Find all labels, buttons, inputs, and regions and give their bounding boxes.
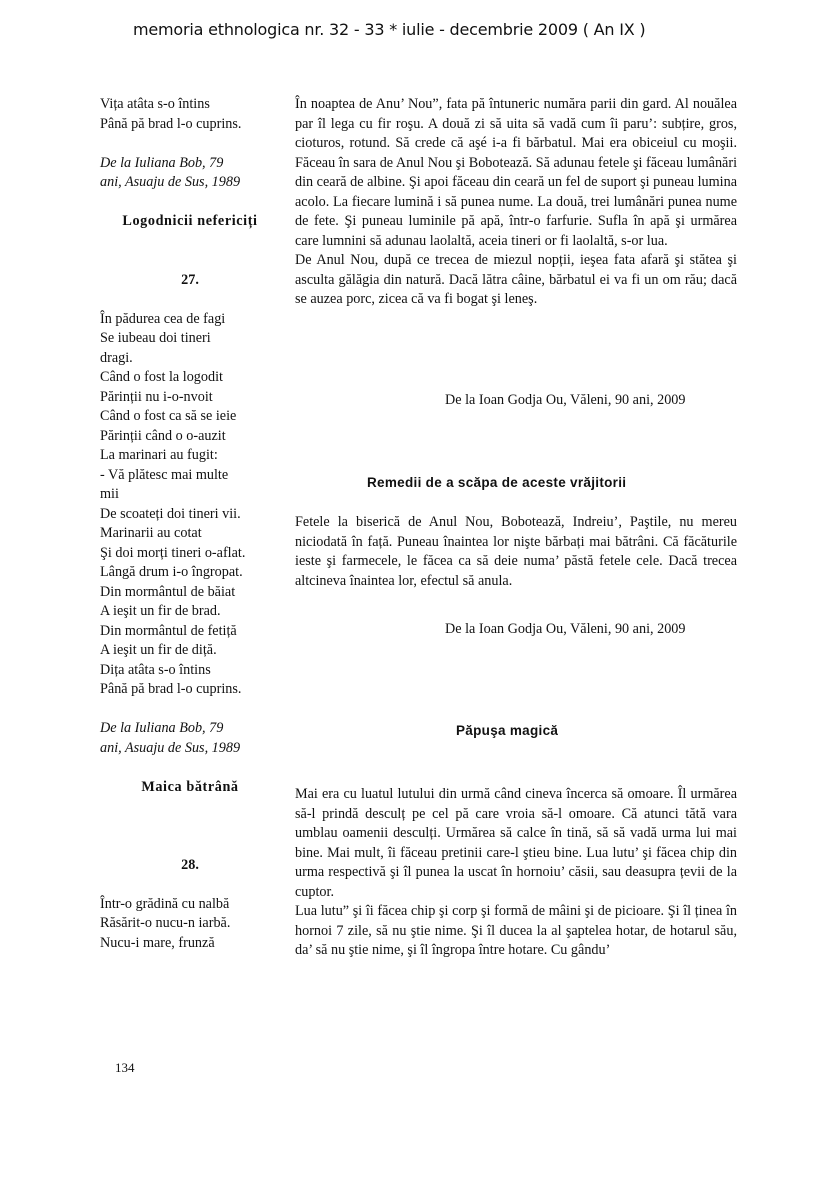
- poem-text: [100, 310, 280, 700]
- right-column: [295, 95, 738, 958]
- source-citation: De la Ioan Godja Ou, Văleni, 90 ani, 2009: [445, 621, 686, 637]
- text-line: A ieşit un fir de brad.: [100, 603, 221, 619]
- text-line: Nucu-i mare, frunză: [100, 934, 215, 951]
- section-title: Remedii de a scăpa de aceste vrăjitorii: [367, 475, 627, 490]
- text-line: Vița atâta s-o întins: [100, 96, 210, 112]
- text-line: De la Iuliana Bob, 79: [100, 720, 224, 736]
- paragraph: Fetele la biserică de Anul Nou, Bobotează, Indreiu’, Paştile, nu mereu niciodată în față. Puneau înaintea lor nişte bărbați mai bătrâni. Că făcăturile ieste şi farmecele, le făcea ca să deie numa’ păstă fetele cele. Dacă trecea altcineva înaintea lor, efectul să anula.: [295, 514, 737, 589]
- text-line: Într-o grădină cu nalbă: [100, 895, 230, 912]
- text-line: mii: [100, 486, 119, 502]
- text-line: În pădurea cea de fagi: [100, 310, 226, 327]
- poem-number: 27.: [181, 271, 199, 288]
- poem-title: Maica bătrână: [141, 778, 239, 795]
- poem-text: [100, 895, 280, 954]
- text-line: Până pă brad l-o cuprins.: [100, 115, 242, 132]
- page-number: 134: [115, 1060, 135, 1075]
- paragraph: În noaptea de Anu’ Nou”, fata pă întuneric număra parii din gard. Al nouălea par îl lega cu fir roşu. A două zi să uita să vadă cum îi paru’: subțire, gros, cioturos, rotund. Să crede că aşé i-a fi bărbatul. Mai era obiceiul cu moşii. Făceau în sara de Anul Nou şi Bobotează. Să adunau fetele şi făceau lumânări din ceară de albine. Şi apoi făceau din ceară un fel de suport şi puneau lumina acolo. La fiecare lumină i să punea nume. La două, trei lumânări punea nume de fete. Şi puneau luminile pă apă, într-o farfurie. Sufla în apă şi urmărea care lumnini să adunau laolaltă, aceia tineri or fi laolaltă, s-or lua.: [295, 96, 738, 249]
- text-line: Părinții când o o-auzit: [100, 427, 226, 444]
- text-line: Se iubeau doi tineri: [100, 330, 211, 346]
- source-citation: De la Ioan Godja Ou, Văleni, 90 ani, 2009: [445, 392, 686, 408]
- text-line: - Vă plătesc mai multe: [100, 466, 229, 483]
- paragraph: Mai era cu luatul lutului din urmă când cineva încerca să omoare. Îl urmărea să-l prindă desculț pe cel pă care vroia să-l omoare. Că atunci tătă vara umblau oamenii desculți. Urmărea să calce în tină, să să vadă urma lui mai bine. Mai mult, îi făceau pretinii care-l ştieu bine. Lua lutu’ şi făcea chip din urma respectivă şi îl punea la uscat în hornoiu’ căsii, sau deasupra țevii de la cuptor.: [295, 786, 737, 900]
- text-line: Din mormântul de băiat: [100, 583, 236, 600]
- text-line: De scoateți doi tineri vii.: [100, 505, 241, 522]
- source-citation: [100, 719, 280, 758]
- text-line: dragi.: [100, 349, 133, 366]
- text-line: La marinari au fugit:: [100, 447, 218, 463]
- text-line: Până pă brad l-o cuprins.: [100, 681, 242, 697]
- left-column: [100, 95, 280, 953]
- text-line: Răsărit-o nucu-n iarbă.: [100, 915, 231, 931]
- text-line: Lângă drum i-o îngropat.: [100, 564, 243, 580]
- paragraph: Lua lutu” şi îi făcea chip şi corp şi formă de mâini şi de picioare. Şi îl ținea în hornoi 7 zile, să nu ştie nime. Şi îl ducea la al şaptelea hotar, de hotarul său, da’ să nu ştie nime, şi îl îngropa între hotare. Cu gându’: [295, 903, 737, 958]
- text-line: Dița atâta s-o întins: [100, 661, 211, 678]
- text-line: Când o fost ca să se ieie: [100, 408, 237, 424]
- text-line: A ieşit un fir de diță.: [100, 642, 217, 658]
- journal-header: memoria ethnologica nr. 32 - 33 * iulie - decembrie 2009 ( An IX ): [133, 20, 646, 39]
- text-line: De la Iuliana Bob, 79: [100, 154, 224, 171]
- source-citation: [100, 154, 280, 193]
- text-line: Şi doi morți tineri o-aflat.: [100, 544, 246, 561]
- text-line: Părinții nu i-o-nvoit: [100, 388, 213, 405]
- text-line: Marinarii au cotat: [100, 525, 202, 541]
- poem-number: 28.: [181, 856, 199, 873]
- poem-ending: [100, 95, 280, 134]
- poem-title: Logodnicii nefericiți: [122, 213, 258, 229]
- text-line: ani, Asuaju de Sus, 1989: [100, 174, 241, 190]
- text-line: Când o fost la logodit: [100, 369, 223, 385]
- section-title: Păpuşa magică: [456, 723, 559, 738]
- paragraph: De Anul Nou, după ce trecea de miezul nopții, ieşea fata afară şi stătea şi asculta gălăgia din natură. Dacă lătra câine, bărbatul ei va fi un om rău; dacă se auzea porc, zicea că va fi bogat şi leneş.: [295, 252, 737, 307]
- text-line: ani, Asuaju de Sus, 1989: [100, 739, 241, 756]
- text-line: Din mormântul de fetiță: [100, 622, 237, 639]
